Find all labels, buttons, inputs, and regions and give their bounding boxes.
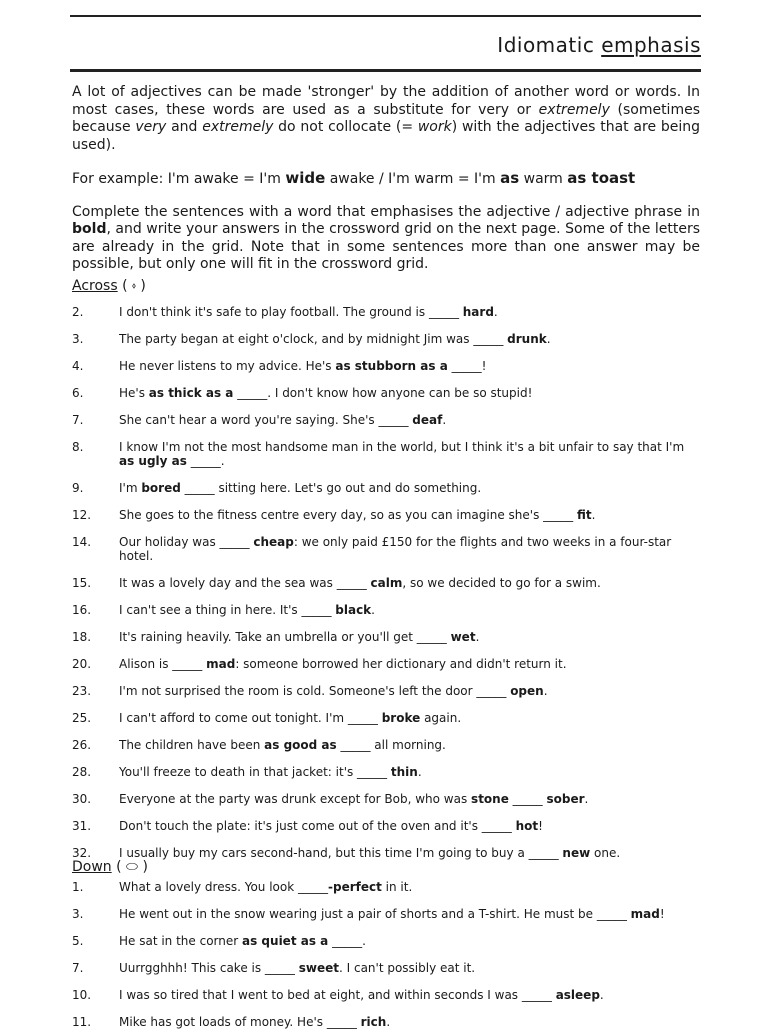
clue-text [119,481,700,495]
page-title [497,33,701,57]
text-run: It was a lovely day and the sea was _____ [119,576,371,590]
text-run: . [371,603,375,617]
text-run: . [546,332,551,346]
text-run: . [386,1015,391,1029]
clue-text [119,880,700,894]
clue-item [72,765,700,779]
text-run: (sometimes because [72,101,700,135]
bold-phrase: thin [390,765,418,779]
down-heading [72,857,700,877]
text-run: ! [659,907,665,921]
down-section [72,857,700,1029]
clue-number: 4. [72,359,84,373]
clue-text [119,630,700,644]
emphasis-word: as toast [567,169,636,187]
clue-number: 25. [72,711,92,725]
title-text: Idiomatic [497,33,602,57]
clue-number: 28. [72,765,92,779]
clue-number: 5. [72,934,84,948]
clue-number: 2. [72,305,84,319]
italic-word: very [135,119,167,135]
clue-text [119,792,700,806]
clue-number: 8. [72,440,84,454]
text-run: . [442,413,447,427]
text-run: in it. [381,880,413,894]
text-run: Everyone at the party was drunk except for Bob, who was [119,792,472,806]
text-run: What a lovely dress. You look _____ [119,880,329,894]
text-run: He's [119,386,149,400]
text-run: You'll freeze to death in that jacket: it's _____ [119,765,391,779]
bold-phrase: hard [462,305,494,319]
clue-item [72,934,700,948]
clue-item [72,792,700,806]
bold-phrase: as stubborn as a [335,359,448,373]
text-run: _____ [508,792,547,806]
text-run: do not collocate (= [273,119,418,135]
clue-text [119,535,700,563]
clue-item [72,305,700,319]
text-run: and [166,119,203,135]
clue-number: 3. [72,907,84,921]
clue-text [119,961,700,975]
clue-text [119,907,700,921]
clue-number: 15. [72,576,92,590]
instructions [72,84,700,290]
text-run: He sat in the corner [119,934,243,948]
text-run: one. [590,846,621,860]
bold-phrase: mad [206,657,236,671]
text-run: Alison is _____ [119,657,207,671]
clue-text [119,413,700,427]
clue-item [72,386,700,400]
down-label: Down [72,859,112,875]
clue-number: 1. [72,880,84,894]
clue-item [72,440,700,468]
clue-text [119,934,700,948]
italic-word: extremely [202,119,274,135]
clue-item [72,1015,700,1029]
clue-number: 9. [72,481,84,495]
bold-phrase: fit [576,508,592,522]
emphasis-word: wide [285,169,326,187]
text-run: Complete the sentences with a word that emphasises the adjective / adjective phrase in [72,203,700,220]
clue-number: 7. [72,413,84,427]
clue-number: 30. [72,792,92,806]
italic-word: work [417,119,452,135]
bold-phrase: as thick as a [148,386,234,400]
clue-text [119,386,700,400]
text-run: Don't touch the plate: it's just come out of the oven and it's _____ [119,819,516,833]
bold-phrase: as ugly as [119,454,187,468]
text-run: _____ sitting here. Let's go out and do something. [180,481,482,495]
text-run: again. [420,711,462,725]
clue-text [119,684,700,698]
text-run: ! [538,819,543,833]
text-run: Our holiday was _____ [119,535,254,549]
text-run: . [584,792,589,806]
clue-number: 26. [72,738,92,752]
text-run: awake / I'm warm = I'm [325,171,501,187]
clue-text [119,1015,700,1029]
clue-text [119,576,700,590]
bold-phrase: asleep [555,988,600,1002]
bold-phrase: -perfect [328,880,382,894]
bold-phrase: broke [381,711,421,725]
text-run: Uurrgghhh! This cake is _____ [119,961,299,975]
across-arrow-icon: ( ⬫ ) [117,278,146,294]
clue-text [119,332,700,346]
clue-item [72,907,700,921]
clue-number: 12. [72,508,92,522]
clue-number: 18. [72,630,92,644]
clue-text [119,657,700,671]
down-clue-list [72,880,700,1029]
text-run: warm [519,171,568,187]
text-run: . [475,630,480,644]
text-run: I can't afford to come out tonight. I'm _____ [119,711,382,725]
text-run: I can't see a thing in here. It's _____ [119,603,336,617]
clue-text [119,711,700,725]
clue-item [72,684,700,698]
clue-item [72,332,700,346]
text-run: , so we decided to go for a swim. [402,576,601,590]
bold-phrase: rich [360,1015,387,1029]
clue-number: 32. [72,846,92,860]
text-run: _____! [447,359,487,373]
text-run: _____. I don't know how anyone can be so stupid! [233,386,533,400]
bold-phrase: bold [72,221,107,237]
top-rule [70,15,701,17]
down-arrow-icon: ( ⬭ ) [111,859,148,875]
across-heading [72,276,700,296]
text-run: . [493,305,498,319]
clue-item [72,657,700,671]
example-line [72,170,700,189]
text-run: : we only paid £150 for the flights and two weeks in a four-star hotel. [119,535,672,563]
bold-phrase: hot [515,819,539,833]
clue-item [72,738,700,752]
clue-item [72,961,700,975]
bold-phrase: as good as [264,738,337,752]
clue-text [119,765,700,779]
clue-text [119,359,700,373]
text-run: She can't hear a word you're saying. She's _____ [119,413,413,427]
text-run: I know I'm not the most handsome man in the world, but I think it's a bit unfair to say that I'm [119,440,685,454]
text-run: He went out in the snow wearing just a pair of shorts and a T-shirt. He must be _____ [119,907,631,921]
text-run: . [417,765,422,779]
text-run: For example: I'm awake = I'm [72,171,286,187]
across-label: Across [72,278,118,294]
bold-phrase: as quiet as a [242,934,329,948]
across-clue-list [72,305,700,860]
text-run: The children have been [119,738,265,752]
clue-number: 3. [72,332,84,346]
title-rule [70,69,701,72]
text-run: . [543,684,548,698]
clue-text [119,988,700,1002]
clue-item [72,988,700,1002]
clue-item [72,508,700,522]
clue-number: 16. [72,603,92,617]
clue-item [72,880,700,894]
text-run: I usually buy my cars second-hand, but this time I'm going to buy a _____ [119,846,563,860]
text-run: ) with the adjectives that are being used). [72,119,700,153]
clue-number: 6. [72,386,84,400]
text-run: . [591,508,596,522]
bold-phrase: stone [471,792,509,806]
bold-phrase: deaf [412,413,443,427]
text-run: I'm not surprised the room is cold. Someone's left the door _____ [119,684,511,698]
clue-item [72,711,700,725]
clue-number: 14. [72,535,92,549]
bold-phrase: drunk [507,332,547,346]
clue-number: 31. [72,819,92,833]
clue-item [72,819,700,833]
emphasis-word: as [500,169,520,187]
clue-text [119,305,700,319]
clue-text [119,603,700,617]
clue-number: 7. [72,961,84,975]
text-run: _____. [186,454,225,468]
bold-phrase: calm [370,576,403,590]
title-underlined-text: emphasis [601,33,701,57]
bold-phrase: sober [546,792,585,806]
clue-item [72,481,700,495]
text-run: : someone borrowed her dictionary and didn't return it. [235,657,567,671]
text-run: The party began at eight o'clock, and by midnight Jim was _____ [119,332,508,346]
bold-phrase: mad [630,907,660,921]
italic-word: extremely [538,101,610,118]
text-run: I was so tired that I went to bed at eight, and within seconds I was _____ [119,988,556,1002]
clue-text [119,819,700,833]
text-run: It's raining heavily. Take an umbrella or you'll get _____ [119,630,451,644]
clue-number: 20. [72,657,92,671]
bold-phrase: bored [141,481,181,495]
text-run: I'm [119,481,142,495]
clue-item [72,576,700,590]
clue-number: 23. [72,684,92,698]
intro-paragraph [72,84,700,154]
text-run: . [599,988,604,1002]
task-paragraph [72,204,700,274]
text-run: He never listens to my advice. He's [119,359,336,373]
clue-item [72,359,700,373]
text-run: A lot of adjectives can be made 'stronger' by the addition of another word or words. In most cases, these words are used as a substitute for very or [72,84,700,118]
clue-text [119,440,700,468]
clue-number: 11. [72,1015,92,1029]
clue-number: 10. [72,988,92,1002]
clue-item [72,535,700,563]
text-run: I don't think it's safe to play football. The ground is _____ [119,305,463,319]
bold-phrase: cheap [253,535,294,549]
bold-phrase: black [335,603,372,617]
text-run: She goes to the fitness centre every day, so as you can imagine she's _____ [119,508,577,522]
text-run: _____ all morning. [336,738,446,752]
bold-phrase: wet [450,630,476,644]
across-section [72,276,700,860]
clue-text [119,508,700,522]
bold-phrase: sweet [298,961,339,975]
clue-item [72,413,700,427]
bold-phrase: open [510,684,544,698]
text-run: . I can't possibly eat it. [338,961,476,975]
clue-item [72,603,700,617]
text-run: _____. [328,934,366,948]
text-run: Mike has got loads of money. He's _____ [119,1015,361,1029]
clue-item [72,630,700,644]
clue-text [119,738,700,752]
bold-phrase: new [562,846,591,860]
text-run: , and write your answers in the crossword grid on the next page. Some of the letters are already in the grid. Note that in some sentences more than one answer may be possible, but only one will fit in the crossword grid. [72,221,700,272]
